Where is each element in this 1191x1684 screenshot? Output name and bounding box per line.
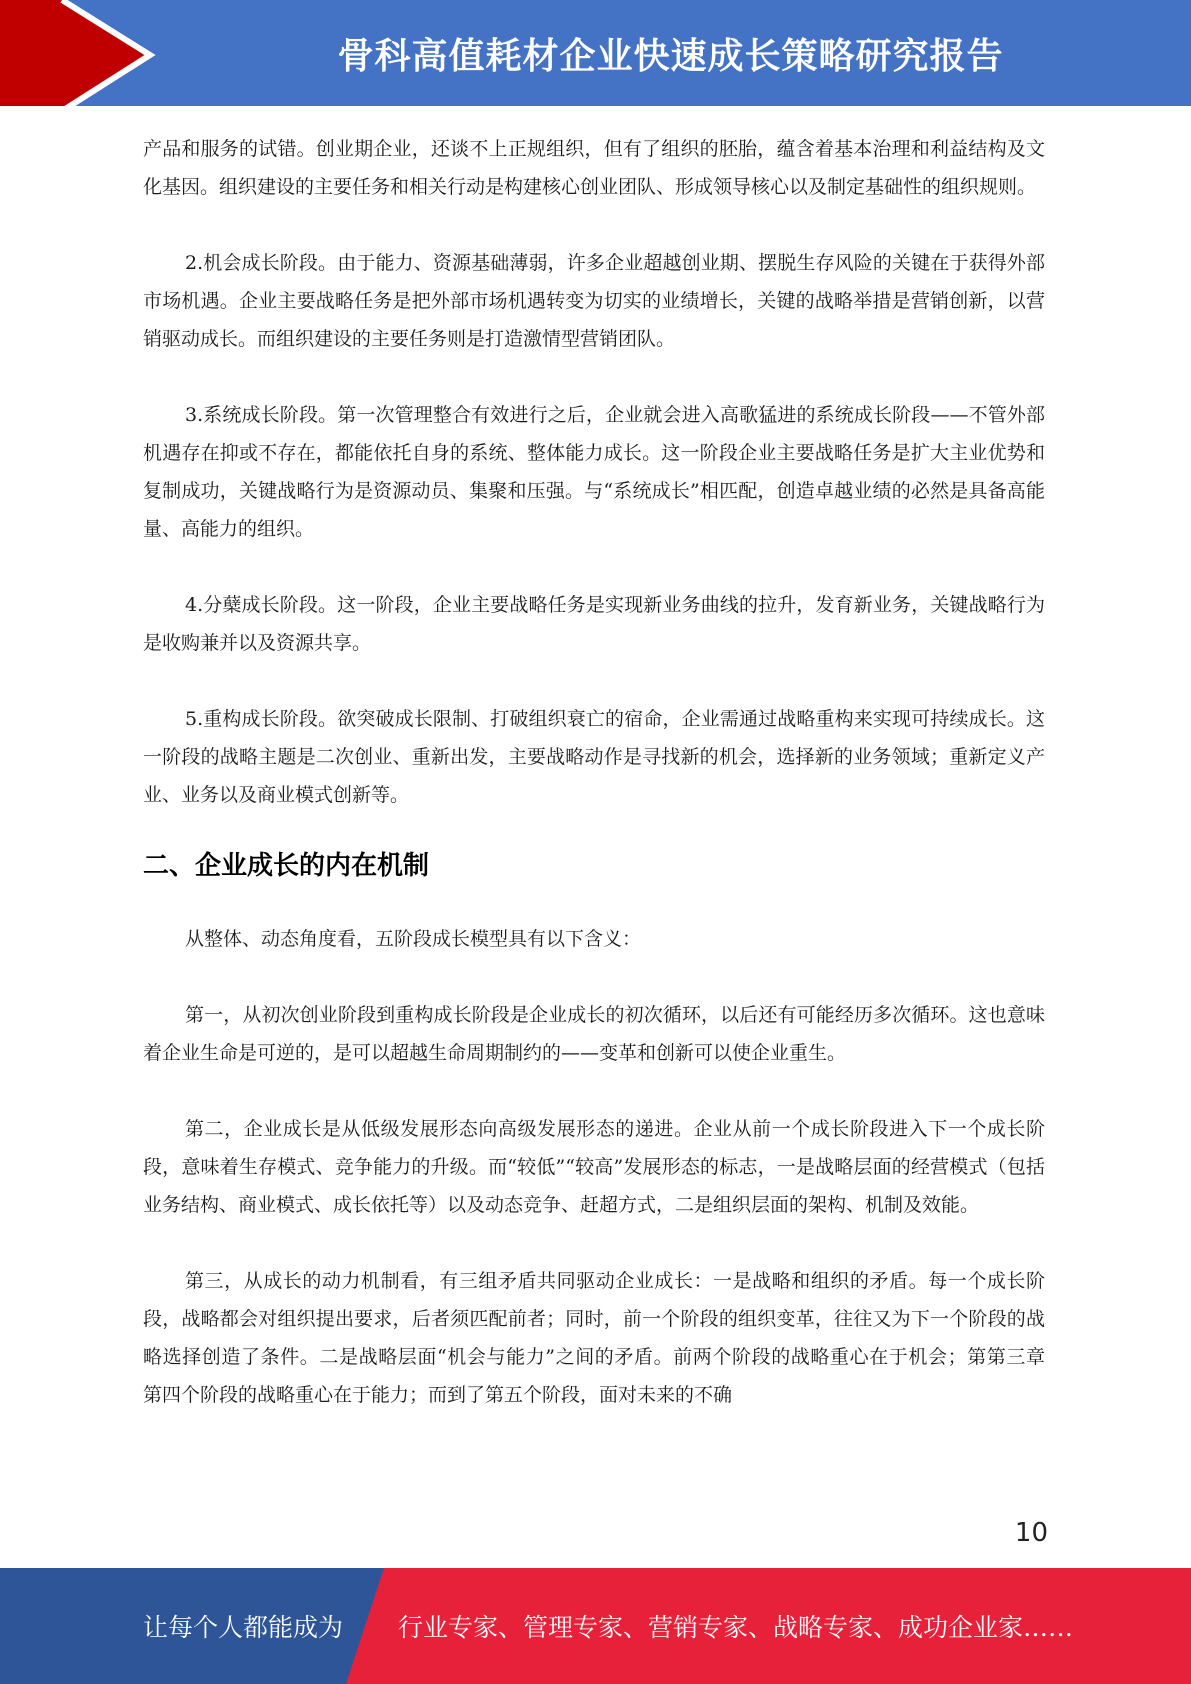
body-paragraph: 第一，从初次创业阶段到重构成长阶段是企业成长的初次循环，以后还有可能经历多次循环。这也意味着企业生命是可逆的，是可以超越生命周期制约的——变革和创新可以使企业重生。 (143, 1004, 1045, 1064)
body-paragraph: 2.机会成长阶段。由于能力、资源基础薄弱，许多企业超越创业期、摆脱生存风险的关键在于获得外部市场机遇。企业主要战略任务是把外部市场机遇转变为切实的业绩增长，关键的战略举措是营销创新，以营销驱动成长。而组织建设的主要任务则是打造激情型营销团队。 (143, 252, 1045, 350)
page-header (0, 0, 1191, 111)
body-paragraph: 4.分蘖成长阶段。这一阶段，企业主要战略任务是实现新业务曲线的拉升，发育新业务，关键战略行为是收购兼并以及资源共享。 (143, 594, 1045, 654)
footer-slogan-right: 行业专家、管理专家、营销专家、战略专家、成功企业家…… (398, 1613, 1074, 1642)
footer-slogan-left: 让每个人都能成为 (143, 1613, 344, 1642)
page-number: 10 (1014, 1518, 1048, 1548)
section-heading: 二、企业成长的内在机制 (143, 851, 430, 881)
body-paragraph: 第二，企业成长是从低级发展形态向高级发展形态的递进。企业从前一个成长阶段进入下一个成长阶段，意味着生存模式、竞争能力的升级。而“较低”“较高”发展形态的标志，一是战略层面的经营模式（包括业务结构、商业模式、成长依托等）以及动态竞争、赶超方式，二是组织层面的架构、机制及效能。 (143, 1118, 1045, 1216)
report-title: 骨科高值耗材企业快速成长策略研究报告 (337, 35, 1004, 77)
body-paragraph: 从整体、动态角度看，五阶段成长模型具有以下含义： (185, 928, 642, 950)
document-body (143, 130, 1065, 1452)
body-paragraph: 产品和服务的试错。创业期企业，还谈不上正规组织，但有了组织的胚胎，蕴含着基本治理和利益结构及文化基因。组织建设的主要任务和相关行动是构建核心创业团队、形成领导核心以及制定基础性的组织规则。 (143, 138, 1045, 198)
body-paragraph: 第三，从成长的动力机制看，有三组矛盾共同驱动企业成长：一是战略和组织的矛盾。每一个成长阶段，战略都会对组织提出要求，后者须匹配前者；同时，前一个阶段的组织变革，往往又为下一个阶段的战略选择创造了条件。二是战略层面“机会与能力”之间的矛盾。前两个阶段的战略重心在于机会；第第三章 第四个阶段的战略重心在于能力；而到了第五个阶段，面对未来的不确 (143, 1270, 1065, 1406)
page-footer (0, 1568, 1191, 1684)
body-paragraph: 3.系统成长阶段。第一次管理整合有效进行之后，企业就会进入高歌猛进的系统成长阶段——不管外部机遇存在抑或不存在，都能依托自身的系统、整体能力成长。这一阶段企业主要战略任务是扩大主业优势和复制成功，关键战略行为是资源动员、集聚和压强。与“系统成长”相匹配，创造卓越业绩的必然是具备高能量、高能力的组织。 (143, 404, 1045, 540)
body-paragraph: 5.重构成长阶段。欲突破成长限制、打破组织衰亡的宿命，企业需通过战略重构来实现可持续成长。这一阶段的战略主题是二次创业、重新出发，主要战略动作是寻找新的机会，选择新的业务领域；重新定义产业、业务以及商业模式创新等。 (143, 708, 1045, 806)
